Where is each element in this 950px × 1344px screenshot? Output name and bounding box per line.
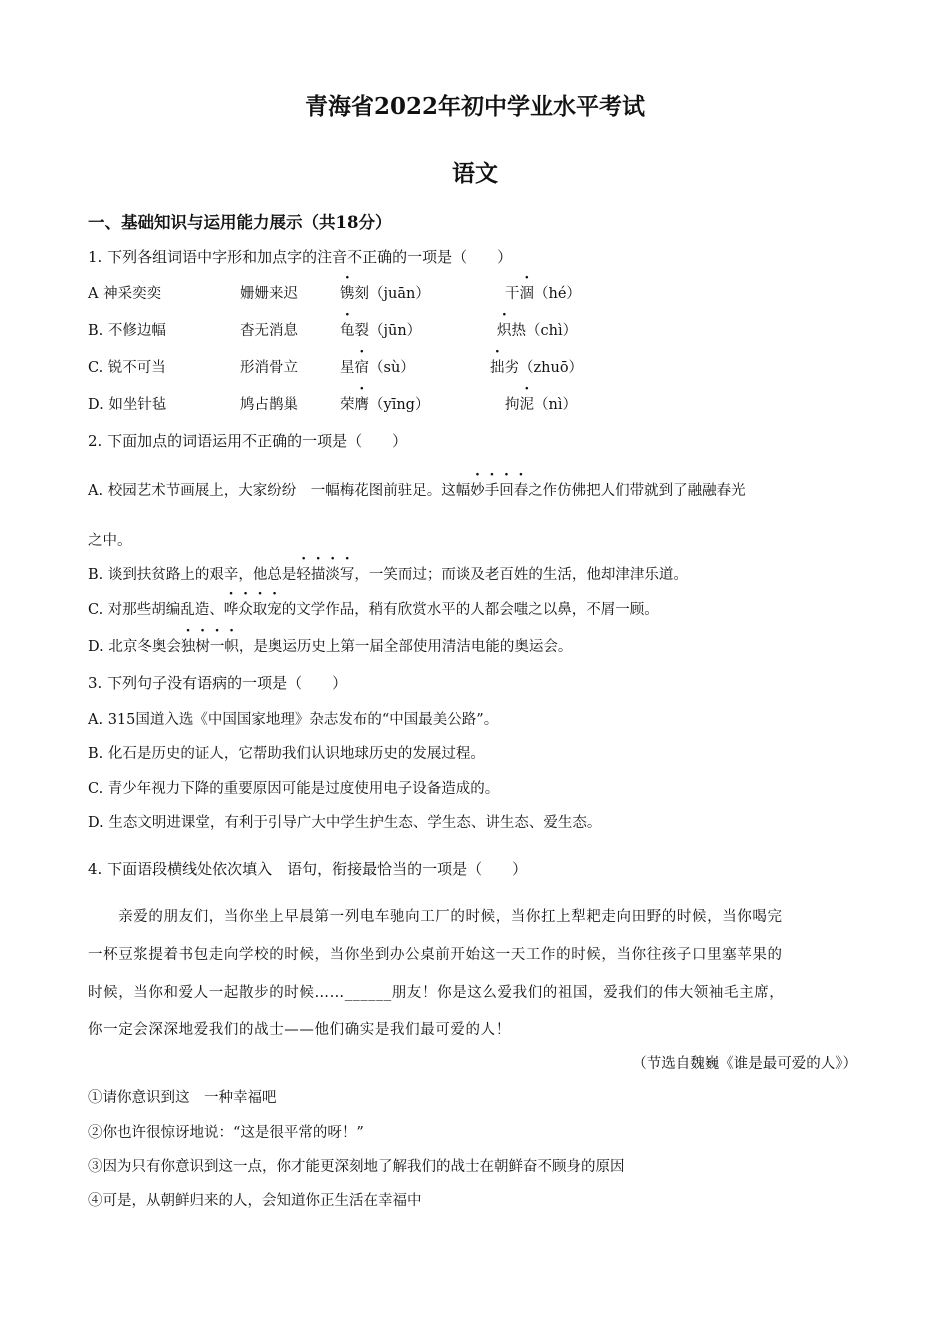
q2-option-a (88, 479, 746, 500)
q3-option-d: D. 生态文明进课堂，有利于引导广大中学生护生态、学生态、讲生态、爱生态。 (88, 815, 602, 831)
q2-option-c (88, 598, 659, 619)
text-segment: 裂（jūn） (354, 323, 422, 339)
q3-option-c: C. 青少年视力下降的重要原因可能是过度使用电子设备造成的。 (88, 781, 500, 797)
dotted-char: 回 (499, 483, 514, 499)
text-segment: 的文学作品，稍有欣赏水平的人都会嗤之以鼻，不屑一顾。 (281, 602, 659, 618)
passage-line: 你一定会深深地爱我们的战士——他们确实是我们最可爱的人！ (88, 1022, 511, 1038)
q1-option-b-word2: 杳无消息 (240, 323, 298, 339)
q1-option-b-word4 (497, 319, 577, 340)
text-segment: （nì） (534, 397, 577, 413)
dotted-char: 独 (180, 639, 196, 655)
dotted-char: 春 (513, 483, 529, 499)
text-segment: 热（chì） (511, 323, 578, 339)
text-segment: B. 谈到扶贫路上的艰辛，他总是 (88, 567, 297, 583)
passage-source: （节选自魏巍《谁是最可爱的人》） (632, 1056, 857, 1072)
q2-option-d (88, 635, 572, 656)
subject-title: 语文 (452, 160, 498, 187)
dotted-char: 手 (484, 483, 500, 499)
text-segment: D. 北京冬奥会 (88, 639, 181, 655)
dotted-char: 宿 (354, 360, 369, 376)
q2-option-a-continued: 之中。 (88, 533, 132, 549)
q1-option-c-word2: 形消骨立 (240, 360, 298, 376)
q3-option-a: A. 315国道入选《中国国家地理》杂志发布的“中国最美公路”。 (88, 712, 499, 728)
q1-option-b-label: B. 不修边幅 (88, 323, 166, 339)
text-segment: A. 校园艺术节画展上，大家纷纷 一幅梅花图前驻足。这幅 (88, 483, 471, 499)
dotted-char: 写 (339, 567, 355, 583)
text-segment: （sù） (369, 360, 415, 376)
question-1-stem: 1. 下列各组词语中字形和加点字的注音不正确的一项是（ ） (88, 248, 513, 266)
q4-item-3: ③因为只有你意识到这一点，你才能更深刻地了解我们的战士在朝鲜奋不顾身的原因 (88, 1159, 625, 1175)
q1-option-a-label: A 神采奕奕 (88, 286, 162, 302)
dotted-char: 泥 (519, 397, 534, 413)
dotted-char: 宠 (267, 602, 282, 618)
q4-item-4: ④可是，从朝鲜归来的人，会知道你正生活在幸福中 (88, 1193, 422, 1209)
q1-option-a-word3 (340, 282, 430, 303)
q1-option-d-label: D. 如坐针毡 (88, 397, 167, 413)
dotted-char: 一 (209, 639, 225, 655)
dotted-char: 炽 (497, 323, 512, 339)
text-segment: 荣 (340, 397, 355, 413)
question-4-stem: 4. 下面语段横线处依次填入 语句，衔接最恰当的一项是（ ） (88, 860, 528, 878)
q1-option-b-word3 (340, 319, 421, 340)
dotted-char: 妙 (470, 483, 485, 499)
dotted-char: 涸 (519, 286, 534, 302)
question-2-stem: 2. 下面加点的词语运用不正确的一项是（ ） (88, 432, 408, 450)
q1-option-d-word4 (505, 393, 577, 414)
dotted-char: 膺 (354, 397, 369, 413)
q1-option-c-word4 (490, 356, 583, 377)
q4-item-1: ①请你意识到这 一种幸福吧 (88, 1090, 277, 1106)
question-3-stem: 3. 下列句子没有语病的一项是（ ） (88, 674, 348, 692)
dotted-char: 描 (310, 567, 326, 583)
dotted-char: 众 (238, 602, 253, 618)
text-segment: 刻（juān） (354, 286, 430, 302)
q1-option-d-word3 (340, 393, 429, 414)
text-segment: 劣（zhuō） (504, 360, 584, 376)
passage-line: 亲爱的朋友们，当你坐上早晨第一列电车驰向工厂的时候，当你扛上犁耙走向田野的时候，当你喝完 (88, 909, 783, 925)
text-segment: 之作仿佛把人们带就到了融融春光 (528, 483, 746, 499)
text-segment: 星 (340, 360, 355, 376)
section-heading: 一、基础知识与运用能力展示（共18分） (88, 213, 392, 232)
text-segment: 干 (505, 286, 520, 302)
q1-option-c-label: C. 锐不可当 (88, 360, 166, 376)
dotted-char: 帜 (224, 639, 239, 655)
text-segment: 拘 (505, 397, 520, 413)
dotted-char: 龟 (340, 323, 355, 339)
dotted-char: 树 (195, 639, 210, 655)
text-segment: ，是奥运历史上第一届全部使用清洁电能的奥运会。 (238, 639, 573, 655)
dotted-char: 镌 (340, 286, 355, 302)
q1-option-a-word4 (505, 282, 581, 303)
text-segment: ，一笑而过；而谈及老百姓的生活，他却津津乐道。 (354, 567, 688, 583)
q4-item-2: ②你也许很惊讶地说：“这是很平常的呀！” (88, 1125, 364, 1141)
q1-option-a-word2: 姗姗来迟 (240, 286, 298, 302)
q1-option-d-word2: 鸠占鹊巢 (240, 397, 298, 413)
exam-title: 青海省2022年初中学业水平考试 (304, 93, 645, 120)
passage-line: 时候，当你和爱人一起散步的时候……______朋友！你是这么爱我们的祖国，爱我们的伟大领袖毛主席， (88, 985, 785, 1001)
text-segment: （hé） (534, 286, 581, 302)
text-segment: （yīng） (369, 397, 430, 413)
passage-line: 一杯豆浆提着书包走向学校的时候，当你坐到办公桌前开始这一天工作的时候，当你往孩子口里塞苹果的 (88, 947, 783, 963)
text-segment: C. 对那些胡编乱造、 (88, 602, 224, 618)
dotted-char: 取 (252, 602, 268, 618)
dotted-char: 拙 (490, 360, 505, 376)
dotted-char: 淡 (325, 567, 340, 583)
q1-option-c-word3 (340, 356, 415, 377)
dotted-char: 轻 (296, 567, 311, 583)
dotted-char: 哗 (223, 602, 239, 618)
q2-option-b (88, 563, 688, 584)
q3-option-b: B. 化石是历史的证人，它帮助我们认识地球历史的发展过程。 (88, 746, 485, 762)
